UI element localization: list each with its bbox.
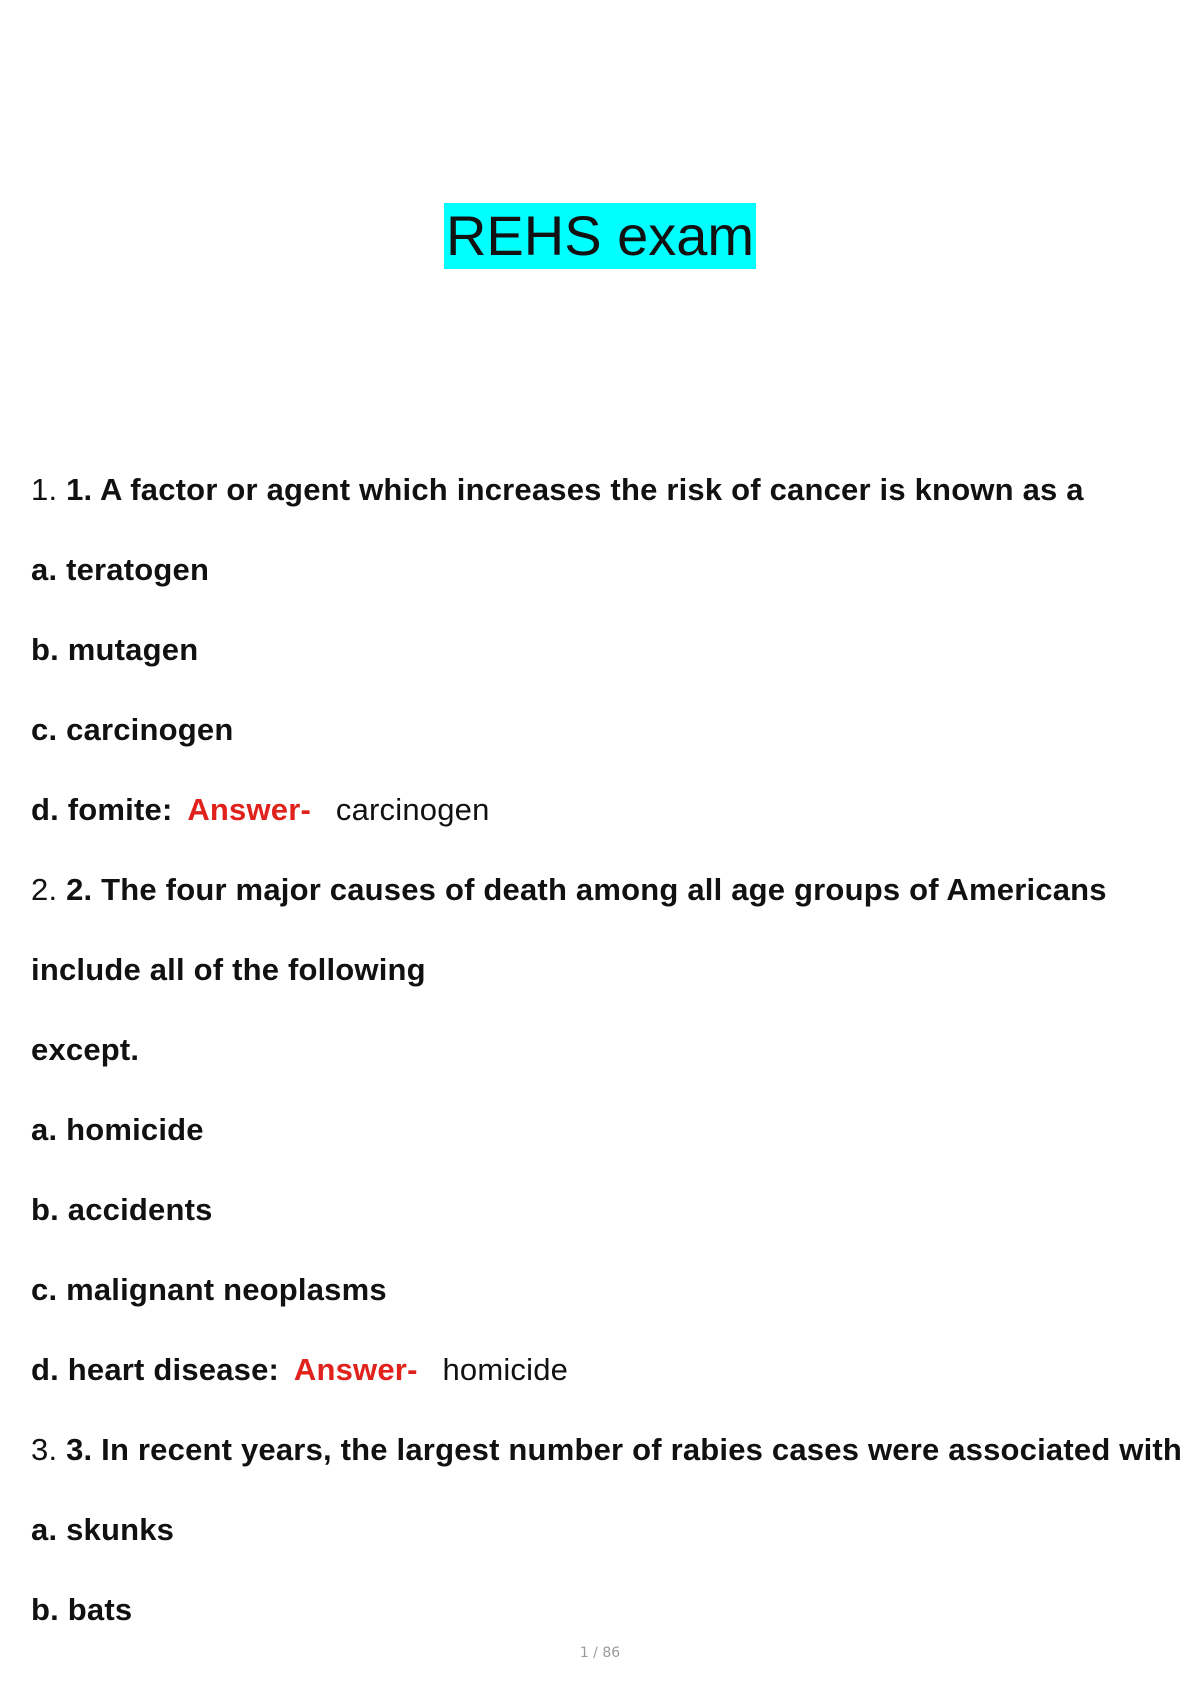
answer-label: Answer- [187,792,312,827]
option-text: a. skunks [31,1512,175,1547]
option-text: d. heart disease: [31,1352,280,1387]
option-text: b. bats [31,1592,133,1627]
question-1-option-d [31,790,490,830]
question-3-option-b [31,1590,132,1630]
answer-value: homicide [442,1352,569,1387]
question-text: 3. In recent years, the largest number of rabies cases were associated with [66,1432,1183,1467]
question-2-option-d [31,1350,568,1390]
question-1-option-a [31,550,209,590]
question-text: 1. A factor or agent which increases the risk of cancer is known as a [66,472,1084,507]
question-text: 2. The four major causes of death among all age groups of Americans [66,872,1107,907]
question-1-option-c [31,710,233,750]
question-2-stem [31,870,1107,910]
question-2-option-c [31,1270,387,1310]
option-text: a. homicide [31,1112,204,1147]
answer-value: carcinogen [335,792,490,827]
answer-label: Answer- [293,1352,418,1387]
question-number: 2. [31,872,58,907]
question-number: 3. [31,1432,58,1467]
option-text: c. carcinogen [31,712,234,747]
page-indicator: 1 / 86 [579,1645,621,1661]
question-2-option-a [31,1110,204,1150]
question-number: 1. [31,472,58,507]
question-2-option-b [31,1190,213,1230]
option-text: d. fomite: [31,792,173,827]
question-text: include all of the following [31,952,426,987]
option-text: a. teratogen [31,552,210,587]
option-text: b. accidents [31,1192,213,1227]
question-2-stem-line-2 [31,950,426,990]
option-text: c. malignant neoplasms [31,1272,387,1307]
option-text: b. mutagen [31,632,199,667]
question-1-option-b [31,630,198,670]
question-text: except. [31,1032,140,1067]
question-1-stem [31,470,1084,510]
question-3-stem [31,1430,1182,1470]
document-title-wrap [0,203,1200,269]
document-title: REHS exam [445,204,755,267]
question-2-stem-line-3 [31,1030,139,1070]
question-3-option-a [31,1510,174,1550]
